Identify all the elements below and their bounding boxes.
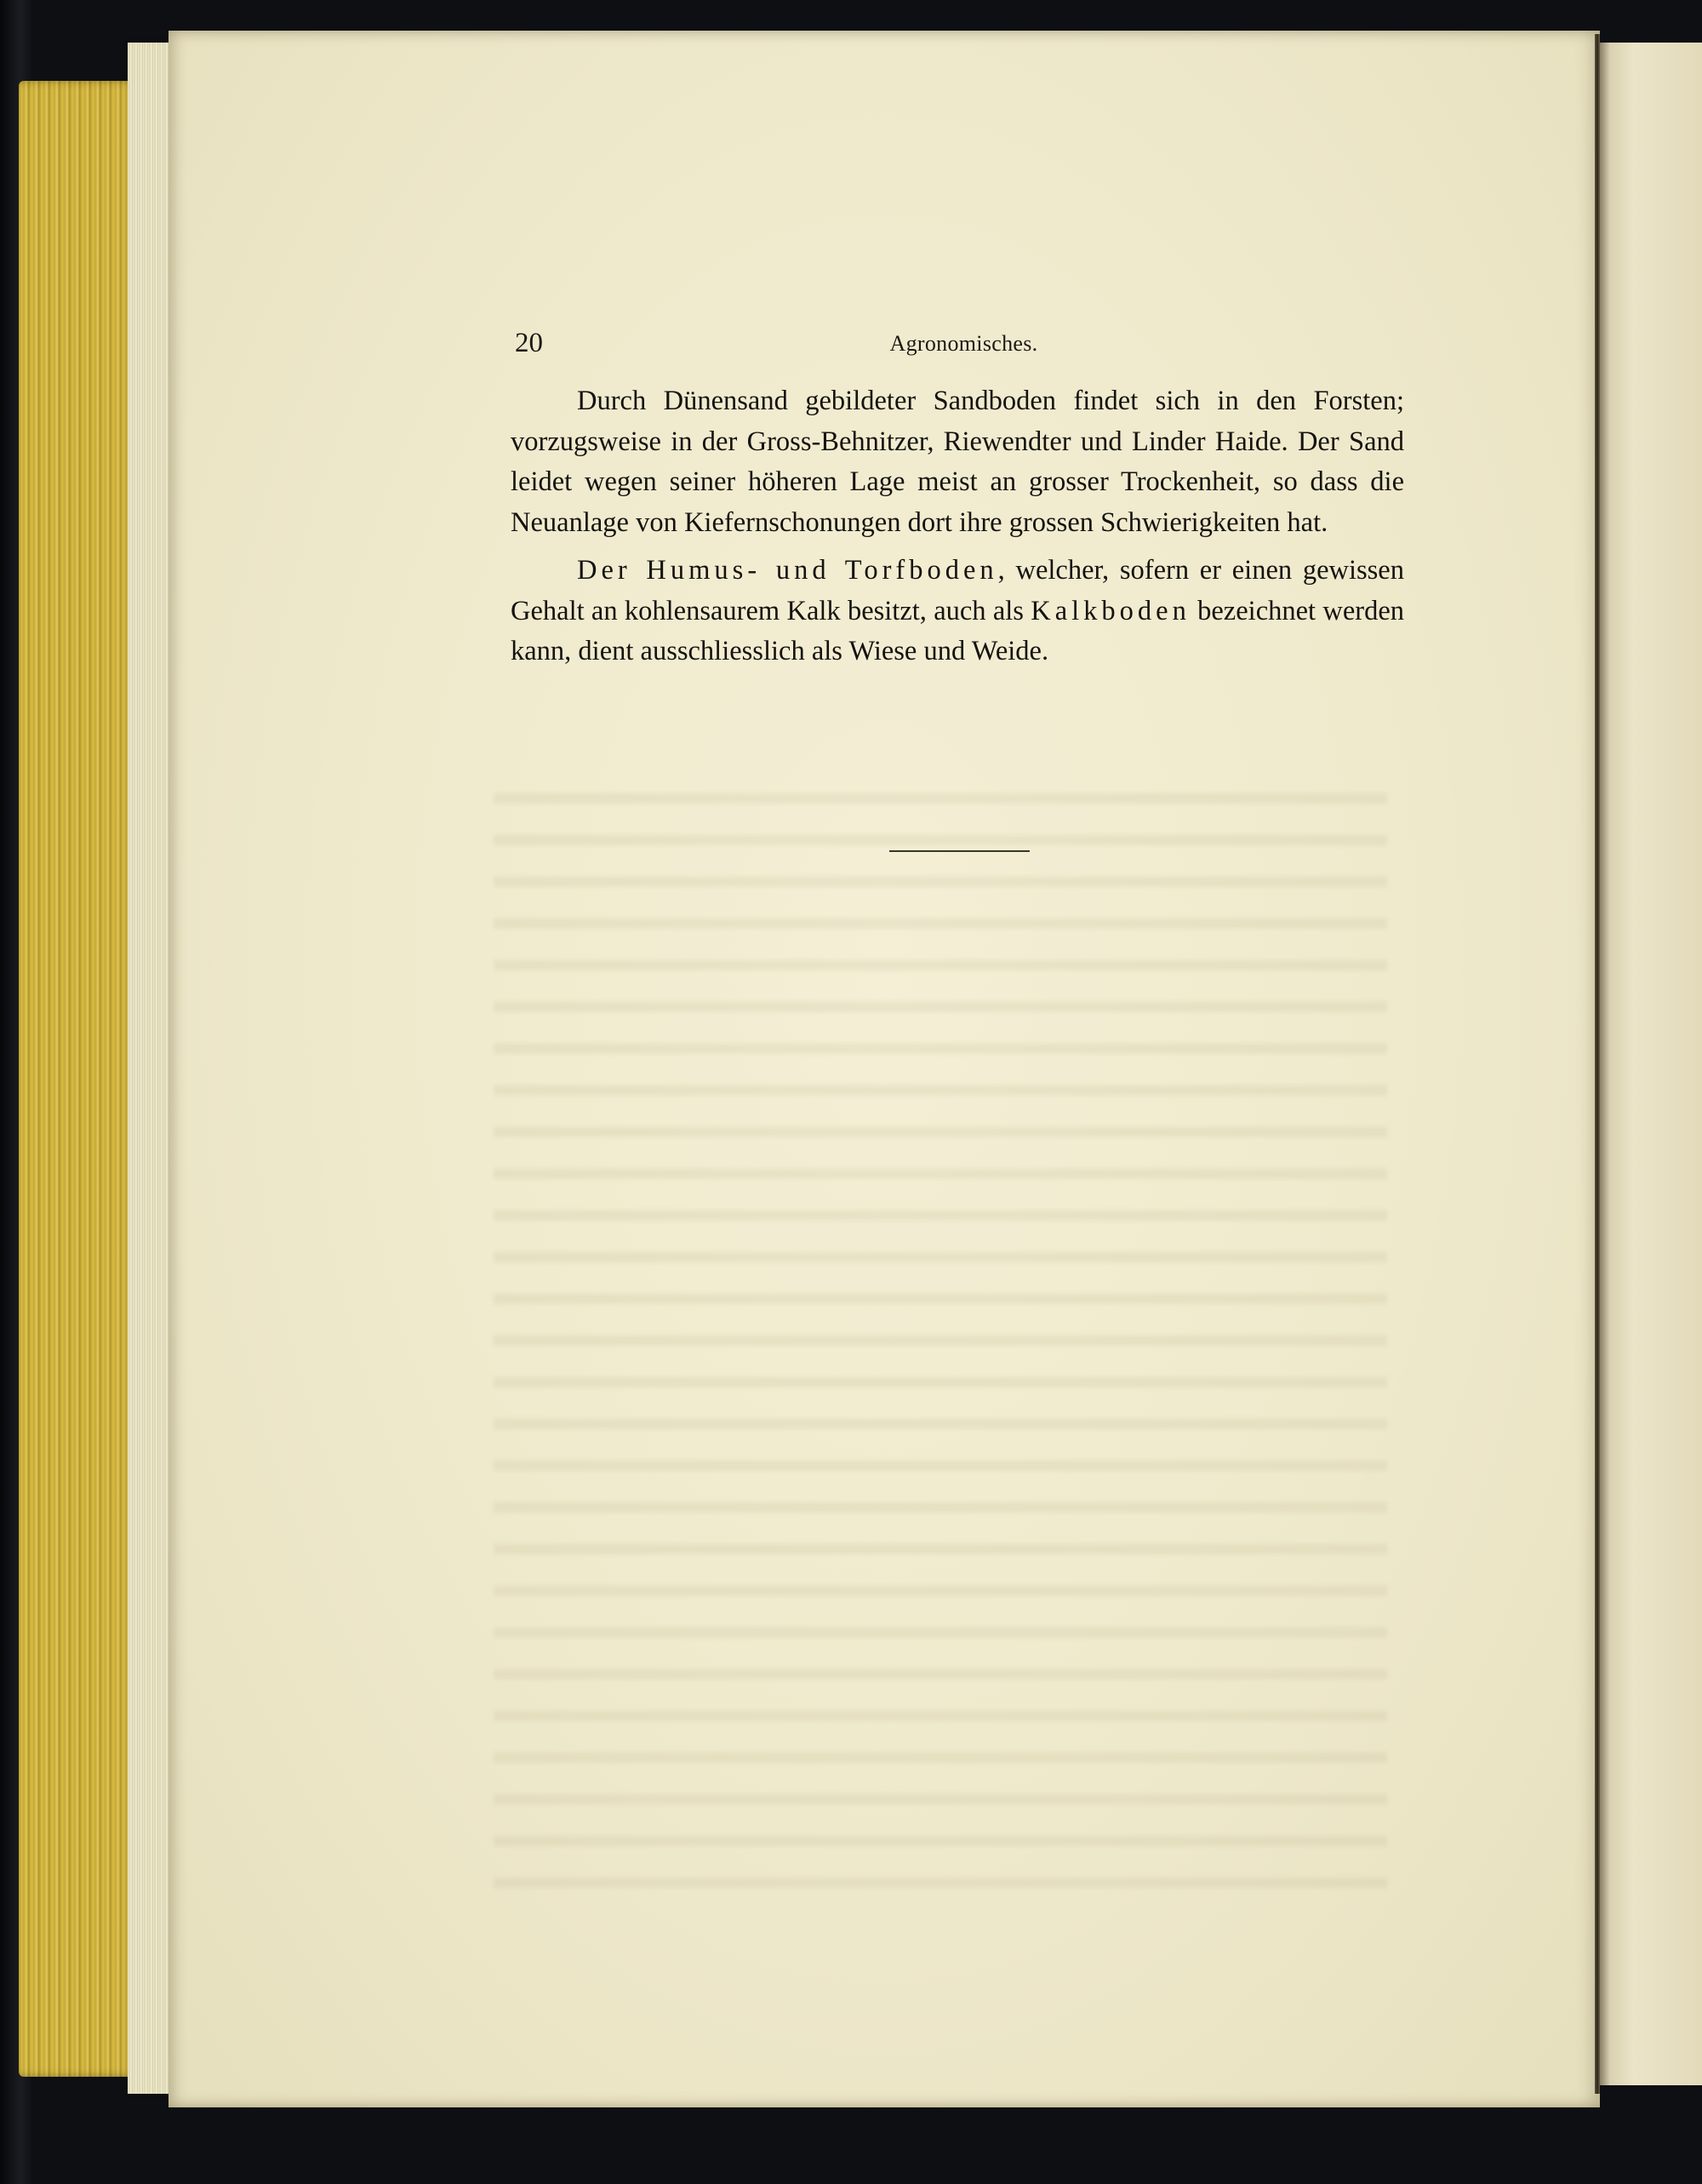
- paragraph-text-part-1: , welcher, sofern er einen gewissen Gehalt an kohlensaurem Kalk besitzt, auch als: [511, 555, 1404, 626]
- emphasis-humus-torfboden: Der Humus- und Torfboden: [577, 555, 998, 586]
- paragraph-sandboden: Durch Dünensand gebildeter Sandboden findet sich in den Forsten; vorzugsweise in der Gross-Behnitzer, Riewendter und Linder Haide. Der Sand leidet wegen seiner höheren Lage meist an grosser Trockenheit, so dass die Neuanlage von Kiefernschonungen dort ihre grossen Schwierigkeiten hat.: [511, 386, 1404, 538]
- page-header: [515, 328, 1413, 370]
- paragraph-text-part-2: bezeichnet werden kann, dient ausschliesslich als Wiese und Weide.: [511, 595, 1405, 666]
- page-number: 20: [515, 328, 543, 358]
- book-gutter: [1595, 34, 1600, 2094]
- emphasis-kalkboden: Kalkboden: [1031, 595, 1191, 626]
- show-through-from-reverse: [494, 766, 1387, 1890]
- paragraph-humusboden: [511, 551, 1404, 672]
- section-end-rule: [889, 850, 1030, 852]
- running-head: Agronomisches.: [889, 331, 1038, 356]
- facing-page-edge: [1600, 43, 1702, 2085]
- body-text: [511, 381, 1404, 680]
